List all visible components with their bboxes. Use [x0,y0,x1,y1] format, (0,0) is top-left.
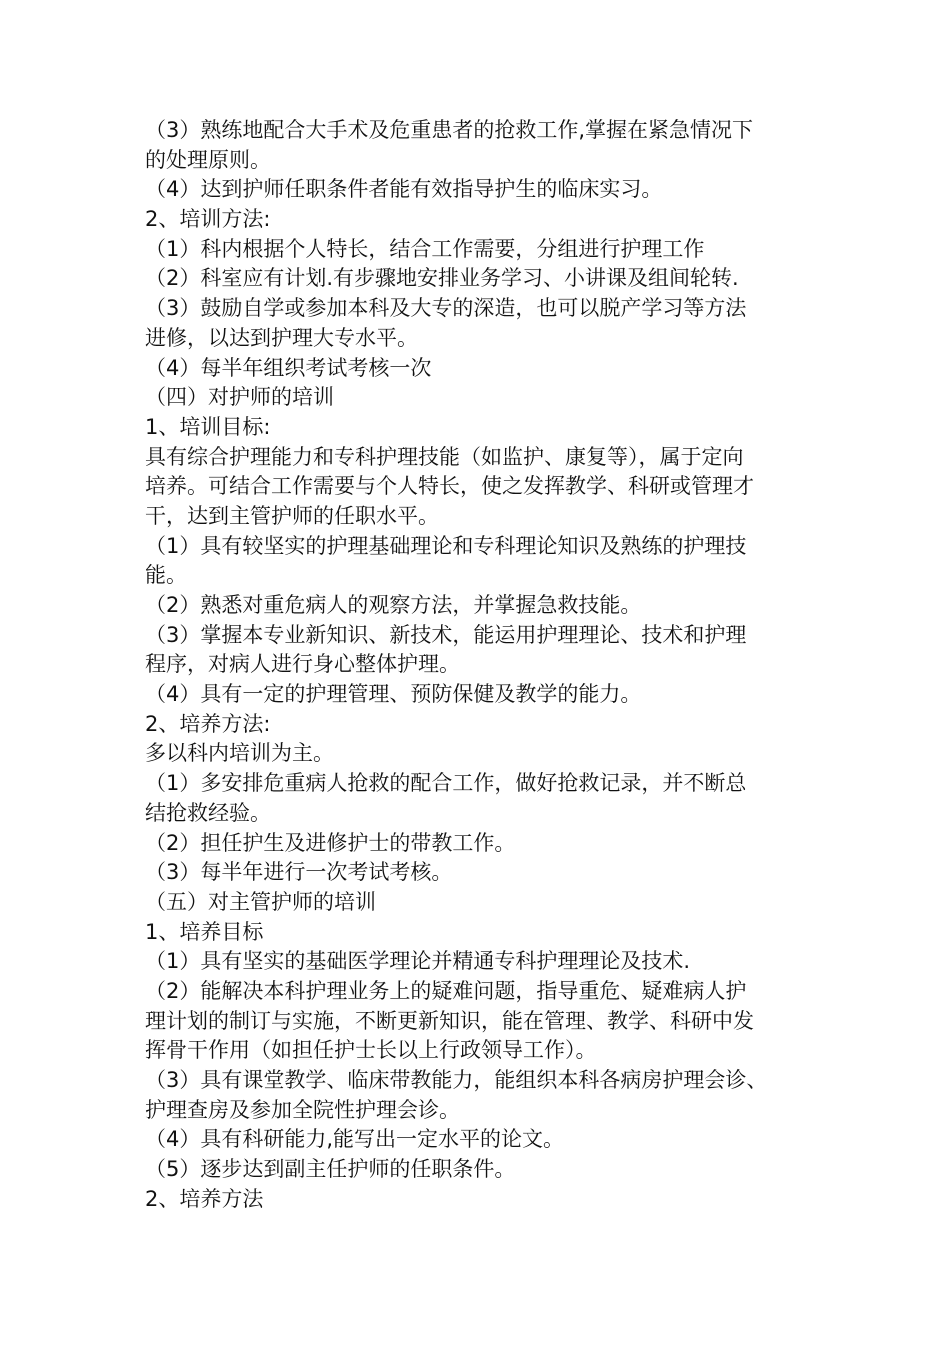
text-line: （2）能解决本科护理业务上的疑难问题，指导重危、疑难病人护 [145,978,747,1003]
text-line: 能。 [145,563,187,588]
text-line: 理计划的制订与实施，不断更新知识，能在管理、教学、科研中发 [145,1008,754,1033]
text-line: （2）科室应有计划.有步骤地安排业务学习、小讲课及组间轮转. [145,266,739,291]
text-line: （3）熟练地配合大手术及危重患者的抢救工作,掌握在紧急情况下 [145,118,754,142]
section-heading: 1、培养目标 [145,919,264,944]
text-line: （4）达到护师任职条件者能有效指导护生的临床实习。 [145,177,663,202]
text-line: （1）具有较坚实的护理基础理论和专科理论知识及熟练的护理技 [145,533,747,558]
text-line: 结抢救经验。 [145,800,271,825]
text-line: 的处理原则。 [145,147,271,172]
text-line: 具有综合护理能力和专科护理技能（如监护、康复等），属于定向 [145,444,744,469]
text-line: （1）具有坚实的基础医学理论并精通专科护理理论及技术. [145,949,691,974]
text-line: 程序，对病人进行身心整体护理。 [145,652,460,677]
section-heading: （四）对护师的培训 [145,385,334,410]
text-line: 培养。可结合工作需要与个人特长，使之发挥教学、科研或管理才 [145,474,754,499]
section-heading: 1、培训目标: [145,414,271,439]
text-line: （1）多安排危重病人抢救的配合工作，做好抢救记录，并不断总 [145,771,747,796]
section-heading: （五）对主管护师的培训 [145,889,376,914]
text-line: （3）具有课堂教学、临床带教能力，能组织本科各病房护理会诊、 [145,1068,768,1092]
text-line: （3）每半年进行一次考试考核。 [145,860,453,885]
text-line: 护理查房及参加全院性护理会诊。 [145,1097,460,1122]
section-heading: 2、培养方法: [145,711,271,736]
text-line: （4）每半年组织考试考核一次 [145,355,432,380]
text-line: （3）掌握本专业新知识、新技术，能运用护理理论、技术和护理 [145,622,747,647]
text-line: （3）鼓励自学或参加本科及大专的深造，也可以脱产学习等方法 [145,296,747,321]
text-line: 挥骨干作用（如担任护士长以上行政领导工作）。 [145,1038,597,1063]
text-line: （5）逐步达到副主任护师的任职条件。 [145,1157,516,1182]
text-line: 多以科内培训为主。 [145,741,334,766]
text-line: （1）科内根据个人特长，结合工作需要，分组进行护理工作 [145,236,705,261]
text-line: （4）具有科研能力,能写出一定水平的论文。 [145,1127,565,1152]
text-line: （4）具有一定的护理管理、预防保健及教学的能力。 [145,682,642,707]
text-line: 干，达到主管护师的任职水平。 [145,503,439,528]
text-line: （2）担任护生及进修护士的带教工作。 [145,830,516,855]
text-line: 进修，以达到护理大专水平。 [145,325,418,350]
section-heading: 2、培训方法: [145,207,271,232]
section-heading: 2、培养方法 [145,1186,264,1211]
text-line: （2）熟悉对重危病人的观察方法，并掌握急救技能。 [145,593,642,617]
document-body [145,116,805,1214]
